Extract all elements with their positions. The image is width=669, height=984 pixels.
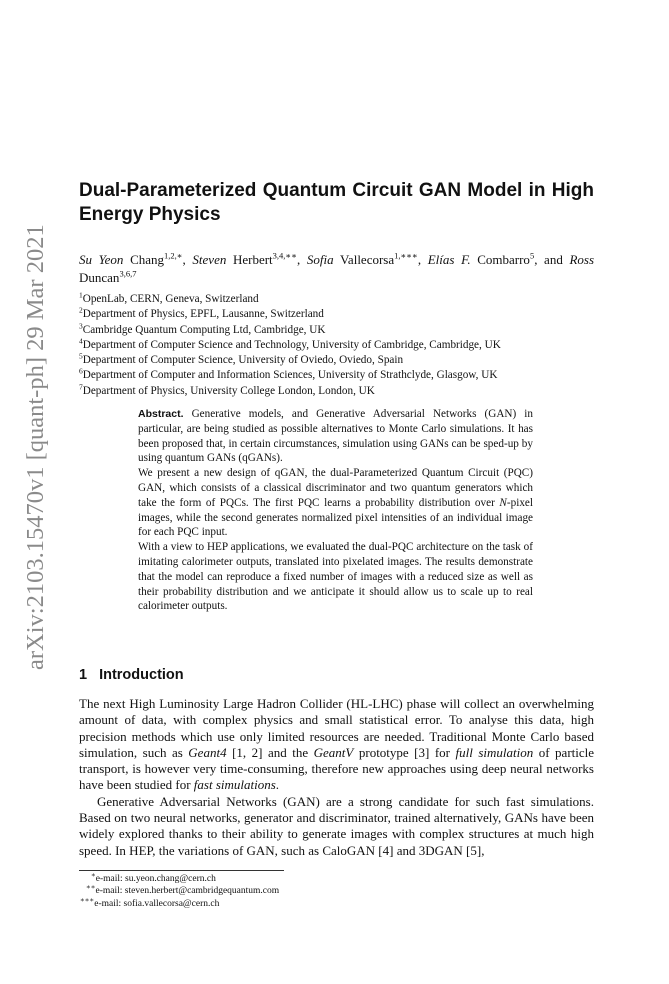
affiliation — [79, 338, 594, 353]
body-paragraph — [79, 696, 594, 794]
footnote-mark: ∗∗∗ — [80, 895, 95, 904]
section-number: 1 — [79, 667, 88, 683]
body-text-run: The next High Luminosity Large Hadron Collider (HL-LHC) phase will collect an overwhelming amount of data, with complex physics and small statistical error. To analyse this data, high precision methods which use only limited resources are needed. Traditional Monte Carlo based simulation, such as — [79, 696, 594, 760]
author-affil-sup: 3,4,∗∗ — [272, 250, 297, 261]
affiliation-number: 2 — [79, 305, 83, 315]
abstract-math: N — [499, 496, 507, 509]
author-sep: , — [296, 252, 307, 267]
affiliation-text: Cambridge Quantum Computing Ltd, Cambridge, UK — [82, 323, 326, 336]
body-text-run: prototype [3] for — [358, 744, 450, 760]
body-text — [79, 696, 594, 859]
author-first-name: Ross — [569, 252, 595, 267]
abstract-text: We present a new design of qGAN, the dual-Parameterized Quantum Circuit (PQC) GAN, which consists of a classical discriminator and two quantum generators which take the form of PQCs. The first PQC learns a probability distribution over — [138, 467, 533, 509]
body-paragraph: Generative Adversarial Networks (GAN) are a strong candidate for such fast simulations. Based on two neural networks, generator and discriminator, trained alternatively, GANs have been widely explored thanks to their ability to generate images with complex structures at much high speed. In HEP, the variations of GAN, such as CaloGAN [4] and 3DGAN [5], — [79, 793, 594, 858]
author-affil-sup: 5 — [529, 250, 535, 261]
footnote-text: e-mail: steven.herbert@cambridgequantum.com — [95, 886, 280, 897]
affiliation-number: 4 — [79, 336, 83, 346]
paper-title: Dual-Parameterized Quantum Circuit GAN Model in High Energy Physics — [79, 180, 594, 225]
author-last-name: Herbert — [232, 252, 273, 267]
affiliation-text: Department of Computer and Information Sciences, University of Strathclyde, Glasgow, UK — [82, 369, 498, 382]
footnote-text: e-mail: sofia.vallecorsa@cern.ch — [94, 898, 220, 909]
affiliation-list — [79, 292, 594, 399]
footnote-text: e-mail: su.yeon.chang@cern.ch — [95, 874, 216, 884]
author-first-name: Sofia — [306, 252, 334, 267]
abstract-text: -pixel images, while the second generates normalized pixel intensities of an individual image for each PQC input. — [138, 496, 533, 539]
body-italic: Geant4 — [188, 744, 227, 760]
affiliation-number: 6 — [79, 366, 83, 376]
affiliation — [79, 292, 594, 307]
section-title: Introduction — [99, 667, 184, 683]
body-italic: GeantV — [313, 744, 354, 760]
author-sep: , — [182, 252, 193, 267]
abstract-paragraph: With a view to HEP applications, we evaluated the dual-PQC architecture on the task of imitating calorimeter outputs, translated into pixelated images. The results demonstrate that the model can reproduce a fixed number of images with a reduced size as well as their probability distribution and we anticipate it should allow us to scale up to real calorimeter outputs. — [138, 541, 533, 613]
body-text-run: of particle transport, is however very time-consuming, therefore new approaches using deep neural networks have been studied for — [79, 744, 595, 793]
footnotes — [79, 870, 594, 910]
author-last-name: Chang — [130, 252, 165, 267]
affiliation-text: Department of Computer Science, University of Oviedo, Oviedo, Spain — [82, 354, 404, 367]
abstract-paragraph — [138, 466, 533, 540]
author-sep: , and — [534, 252, 570, 267]
footnote-rule — [79, 870, 284, 871]
author-last-name: Duncan — [79, 270, 120, 285]
affiliation-number: 3 — [79, 320, 83, 330]
author-first-name: Steven — [192, 252, 227, 267]
footnote — [79, 895, 594, 910]
abstract-label: Abstract. — [138, 408, 184, 420]
affiliation — [79, 307, 594, 322]
affiliation-number: 5 — [79, 351, 83, 361]
footnote — [79, 870, 594, 885]
body-italic: fast simulations — [193, 777, 276, 793]
abstract-text: Generative models, and Generative Adversarial Networks (GAN) in particular, are being studied as possible alternatives to Monte Carlo simulations. It has been proposed that, in certain circumstances, simulation using GANs can be sped-up by using quantum GANs (qGANs). — [138, 408, 533, 465]
affiliation-number: 7 — [79, 382, 83, 392]
affiliation — [79, 320, 594, 338]
affiliation — [79, 368, 594, 383]
author-list — [79, 251, 594, 287]
author-last-name: Vallecorsa — [339, 252, 395, 267]
footnote-mark: ∗ — [91, 870, 96, 879]
affiliation-text: Department of Computer Science and Technology, University of Cambridge, Cambridge, UK — [82, 338, 501, 351]
footnote — [79, 885, 594, 897]
author-affil-sup: 3,6,7 — [119, 268, 137, 279]
footnote-mark: ∗∗ — [86, 883, 96, 892]
abstract-paragraph — [138, 407, 533, 466]
author-first-name: Elías F. — [427, 252, 471, 267]
author-first-name: Su Yeon — [79, 252, 124, 267]
arxiv-stamp: arXiv:2103.15470v1 [quant-ph] 29 Mar 2021 — [22, 224, 49, 670]
affiliation-text: Department of Physics, EPFL, Lausanne, Switzerland — [82, 308, 324, 321]
affiliation — [79, 353, 594, 368]
author-last-name: Combarro — [477, 252, 530, 267]
abstract — [138, 407, 533, 614]
section-heading — [79, 667, 184, 683]
body-italic: full simulation — [455, 744, 534, 760]
affiliation-number: 1 — [79, 290, 83, 300]
author-affil-sup: 1,∗∗∗ — [394, 250, 418, 261]
affiliation-text: OpenLab, CERN, Geneva, Switzerland — [82, 293, 259, 305]
body-text-run: [1, 2] and the — [232, 744, 309, 760]
author-affil-sup: 1,2,∗ — [164, 250, 183, 261]
author-sep: , — [417, 252, 428, 267]
affiliation — [79, 384, 594, 399]
affiliation-text: Department of Physics, University College London, London, UK — [82, 384, 375, 397]
body-text-run: . — [275, 777, 280, 793]
